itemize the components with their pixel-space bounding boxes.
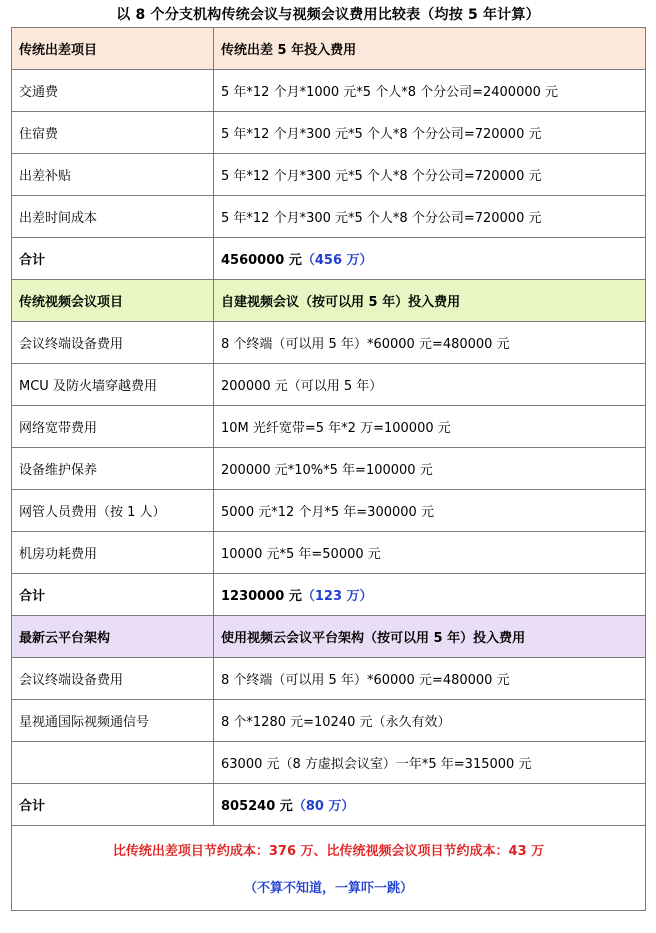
table-row [12,406,646,448]
total-value: 1230000 元 [221,589,302,604]
total-row [12,238,646,280]
section-header-traditional-video [12,280,646,322]
row-item: 出差补贴 [12,154,214,196]
table-row [12,112,646,154]
row-cost: 5 年*12 个月*1000 元*5 个人*8 个分公司=2400000 元 [214,70,646,112]
table-row [12,322,646,364]
table-row [12,196,646,238]
header-label: 最新云平台架构 [12,616,214,658]
row-item: 网管人员费用（按 1 人） [12,490,214,532]
row-cost: 5 年*12 个月*300 元*5 个人*8 个分公司=720000 元 [214,196,646,238]
row-item: 网络宽带费用 [12,406,214,448]
header-label: 传统视频会议项目 [12,280,214,322]
section-header-cloud-platform [12,616,646,658]
table-row [12,700,646,742]
row-item: 星视通国际视频通信号 [12,700,214,742]
total-value-cell [214,238,646,280]
total-row [12,784,646,826]
row-cost: 8 个终端（可以用 5 年）*60000 元=480000 元 [214,322,646,364]
total-value-cell [214,784,646,826]
row-item: 出差时间成本 [12,196,214,238]
table-row [12,532,646,574]
header-value: 传统出差 5 年投入费用 [214,28,646,70]
row-item [12,742,214,784]
table-row [12,658,646,700]
section-header-traditional-travel [12,28,646,70]
row-cost: 8 个*1280 元=10240 元（永久有效） [214,700,646,742]
row-cost: 5 年*12 个月*300 元*5 个人*8 个分公司=720000 元 [214,154,646,196]
row-cost: 5000 元*12 个月*5 年=300000 元 [214,490,646,532]
total-value-cell [214,574,646,616]
row-cost: 200000 元（可以用 5 年） [214,364,646,406]
row-cost: 200000 元*10%*5 年=100000 元 [214,448,646,490]
row-cost: 10M 光纤宽带=5 年*2 万=100000 元 [214,406,646,448]
row-cost: 5 年*12 个月*300 元*5 个人*8 个分公司=720000 元 [214,112,646,154]
row-item: 交通费 [12,70,214,112]
table-row [12,448,646,490]
total-value: 805240 元 [221,799,293,814]
slogan: （不算不知道，一算吓一跳） [243,881,413,896]
table-row [12,742,646,784]
table-row [12,154,646,196]
row-item: 会议终端设备费用 [12,658,214,700]
row-cost: 8 个终端（可以用 5 年）*60000 元=480000 元 [214,658,646,700]
total-wan: （456 万） [301,253,373,268]
table-row [12,364,646,406]
total-label: 合计 [12,238,214,280]
header-label: 传统出差项目 [12,28,214,70]
table-row [12,70,646,112]
page-title: 以 8 个分支机构传统会议与视频会议费用比较表（均按 5 年计算） [116,7,540,23]
row-item: 机房功耗费用 [12,532,214,574]
table-row [12,490,646,532]
row-item: 设备维护保养 [12,448,214,490]
row-item: 住宿费 [12,112,214,154]
total-row [12,574,646,616]
total-value: 4560000 元 [221,253,302,268]
header-value: 使用视频云会议平台架构（按可以用 5 年）投入费用 [214,616,646,658]
savings-summary: 比传统出差项目节约成本：376 万、比传统视频会议项目节约成本：43 万 [112,844,545,859]
total-label: 合计 [12,784,214,826]
row-item: 会议终端设备费用 [12,322,214,364]
row-cost: 63000 元（8 方虚拟会议室）一年*5 年=315000 元 [214,742,646,784]
footer-cell [12,826,646,911]
total-wan: （80 万） [292,799,355,814]
total-label: 合计 [12,574,214,616]
row-item: MCU 及防火墙穿越费用 [12,364,214,406]
header-value: 自建视频会议（按可以用 5 年）投入费用 [214,280,646,322]
cost-comparison-table [11,27,646,911]
row-cost: 10000 元*5 年=50000 元 [214,532,646,574]
footer-row [12,826,646,911]
total-wan: （123 万） [301,589,373,604]
